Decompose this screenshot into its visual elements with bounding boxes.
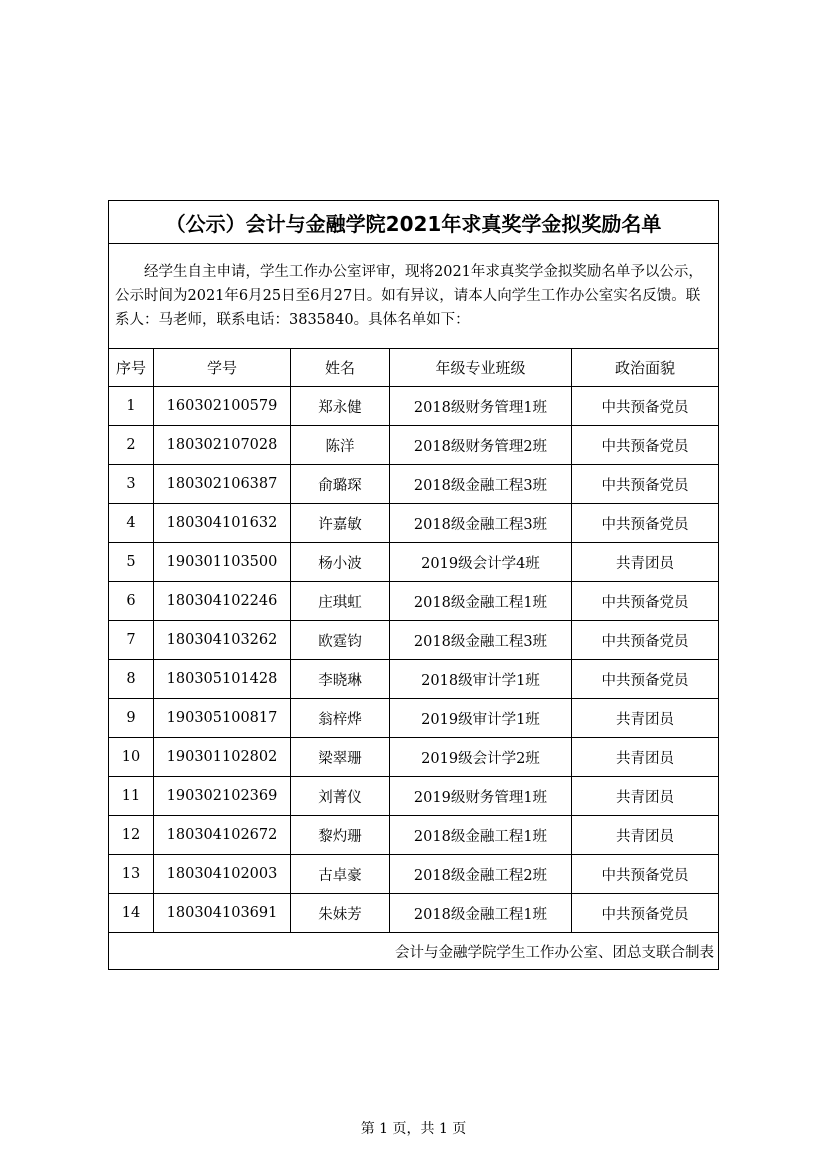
column-header-student-id: 学号 (154, 349, 291, 387)
cell-political-status: 共青团员 (572, 699, 719, 738)
cell-student-id: 190305100817 (154, 699, 291, 738)
cell-student-id: 180304103262 (154, 621, 291, 660)
cell-student-id: 180304102003 (154, 855, 291, 894)
cell-class: 2018级金融工程1班 (390, 894, 572, 933)
cell-student-id: 190301103500 (154, 543, 291, 582)
cell-political-status: 中共预备党员 (572, 504, 719, 543)
cell-political-status: 共青团员 (572, 816, 719, 855)
cell-class: 2018级金融工程1班 (390, 816, 572, 855)
table-row (109, 855, 719, 894)
cell-class: 2018级金融工程3班 (390, 621, 572, 660)
table-footer-note: 会计与金融学院学生工作办公室、团总支联合制表 (109, 933, 719, 970)
cell-name: 刘菁仪 (291, 777, 390, 816)
table-row (109, 894, 719, 933)
cell-name: 郑永健 (291, 387, 390, 426)
table-row (109, 504, 719, 543)
cell-class: 2019级会计学4班 (390, 543, 572, 582)
cell-political-status: 中共预备党员 (572, 660, 719, 699)
table-row (109, 738, 719, 777)
table-row (109, 699, 719, 738)
cell-class: 2019级审计学1班 (390, 699, 572, 738)
table-row (109, 426, 719, 465)
cell-student-id: 190301102802 (154, 738, 291, 777)
cell-political-status: 共青团员 (572, 543, 719, 582)
cell-political-status: 中共预备党员 (572, 855, 719, 894)
cell-index: 4 (109, 504, 154, 543)
cell-index: 6 (109, 582, 154, 621)
table-row (109, 387, 719, 426)
cell-class: 2019级财务管理1班 (390, 777, 572, 816)
cell-index: 7 (109, 621, 154, 660)
cell-student-id: 190302102369 (154, 777, 291, 816)
cell-name: 许嘉敏 (291, 504, 390, 543)
cell-class: 2018级财务管理2班 (390, 426, 572, 465)
cell-class: 2018级财务管理1班 (390, 387, 572, 426)
cell-name: 陈洋 (291, 426, 390, 465)
cell-name: 俞璐琛 (291, 465, 390, 504)
cell-political-status: 中共预备党员 (572, 426, 719, 465)
table-row (109, 621, 719, 660)
column-header-class: 年级专业班级 (390, 349, 572, 387)
cell-index: 9 (109, 699, 154, 738)
cell-student-id: 160302100579 (154, 387, 291, 426)
cell-political-status: 共青团员 (572, 738, 719, 777)
cell-political-status: 中共预备党员 (572, 465, 719, 504)
cell-political-status: 共青团员 (572, 777, 719, 816)
cell-name: 黎灼珊 (291, 816, 390, 855)
award-list-table (108, 200, 719, 970)
cell-name: 李晓琳 (291, 660, 390, 699)
cell-political-status: 中共预备党员 (572, 621, 719, 660)
cell-class: 2018级金融工程3班 (390, 504, 572, 543)
column-header-index: 序号 (109, 349, 154, 387)
cell-index: 13 (109, 855, 154, 894)
cell-student-id: 180304101632 (154, 504, 291, 543)
table-row (109, 816, 719, 855)
cell-political-status: 中共预备党员 (572, 894, 719, 933)
cell-student-id: 180302106387 (154, 465, 291, 504)
cell-political-status: 中共预备党员 (572, 582, 719, 621)
cell-name: 庄琪虹 (291, 582, 390, 621)
cell-student-id: 180304102246 (154, 582, 291, 621)
cell-index: 12 (109, 816, 154, 855)
page-number: 第 1 页，共 1 页 (360, 1121, 467, 1137)
cell-class: 2019级会计学2班 (390, 738, 572, 777)
cell-index: 14 (109, 894, 154, 933)
cell-name: 古卓豪 (291, 855, 390, 894)
award-list-sheet (108, 200, 718, 970)
table-row (109, 543, 719, 582)
cell-class: 2018级金融工程1班 (390, 582, 572, 621)
cell-name: 欧霆钧 (291, 621, 390, 660)
cell-student-id: 180302107028 (154, 426, 291, 465)
cell-index: 10 (109, 738, 154, 777)
cell-index: 5 (109, 543, 154, 582)
table-row (109, 777, 719, 816)
cell-student-id: 180304102672 (154, 816, 291, 855)
cell-student-id: 180304103691 (154, 894, 291, 933)
cell-index: 8 (109, 660, 154, 699)
cell-name: 朱妹芳 (291, 894, 390, 933)
cell-political-status: 中共预备党员 (572, 387, 719, 426)
notice-paragraph (109, 244, 719, 349)
cell-class: 2018级审计学1班 (390, 660, 572, 699)
cell-class: 2018级金融工程2班 (390, 855, 572, 894)
cell-index: 11 (109, 777, 154, 816)
cell-index: 1 (109, 387, 154, 426)
cell-class: 2018级金融工程3班 (390, 465, 572, 504)
cell-index: 2 (109, 426, 154, 465)
cell-student-id: 180305101428 (154, 660, 291, 699)
table-row (109, 465, 719, 504)
column-header-name: 姓名 (291, 349, 390, 387)
cell-name: 杨小波 (291, 543, 390, 582)
table-row (109, 660, 719, 699)
cell-name: 梁翠珊 (291, 738, 390, 777)
column-header-political-status: 政治面貌 (572, 349, 719, 387)
notice-text: 经学生自主申请，学生工作办公室评审，现将2021年求真奖学金拟奖励名单予以公示，公示时间为2021年6月25日至6月27日。如有异议，请本人向学生工作办公室实名反馈。联系人：马老师，联系电话：3835840。具体名单如下： (115, 264, 703, 328)
cell-name: 翁梓烨 (291, 699, 390, 738)
table-header-row (109, 349, 719, 387)
document-title: （公示）会计与金融学院2021年求真奖学金拟奖励名单 (109, 201, 719, 244)
cell-index: 3 (109, 465, 154, 504)
table-row (109, 582, 719, 621)
